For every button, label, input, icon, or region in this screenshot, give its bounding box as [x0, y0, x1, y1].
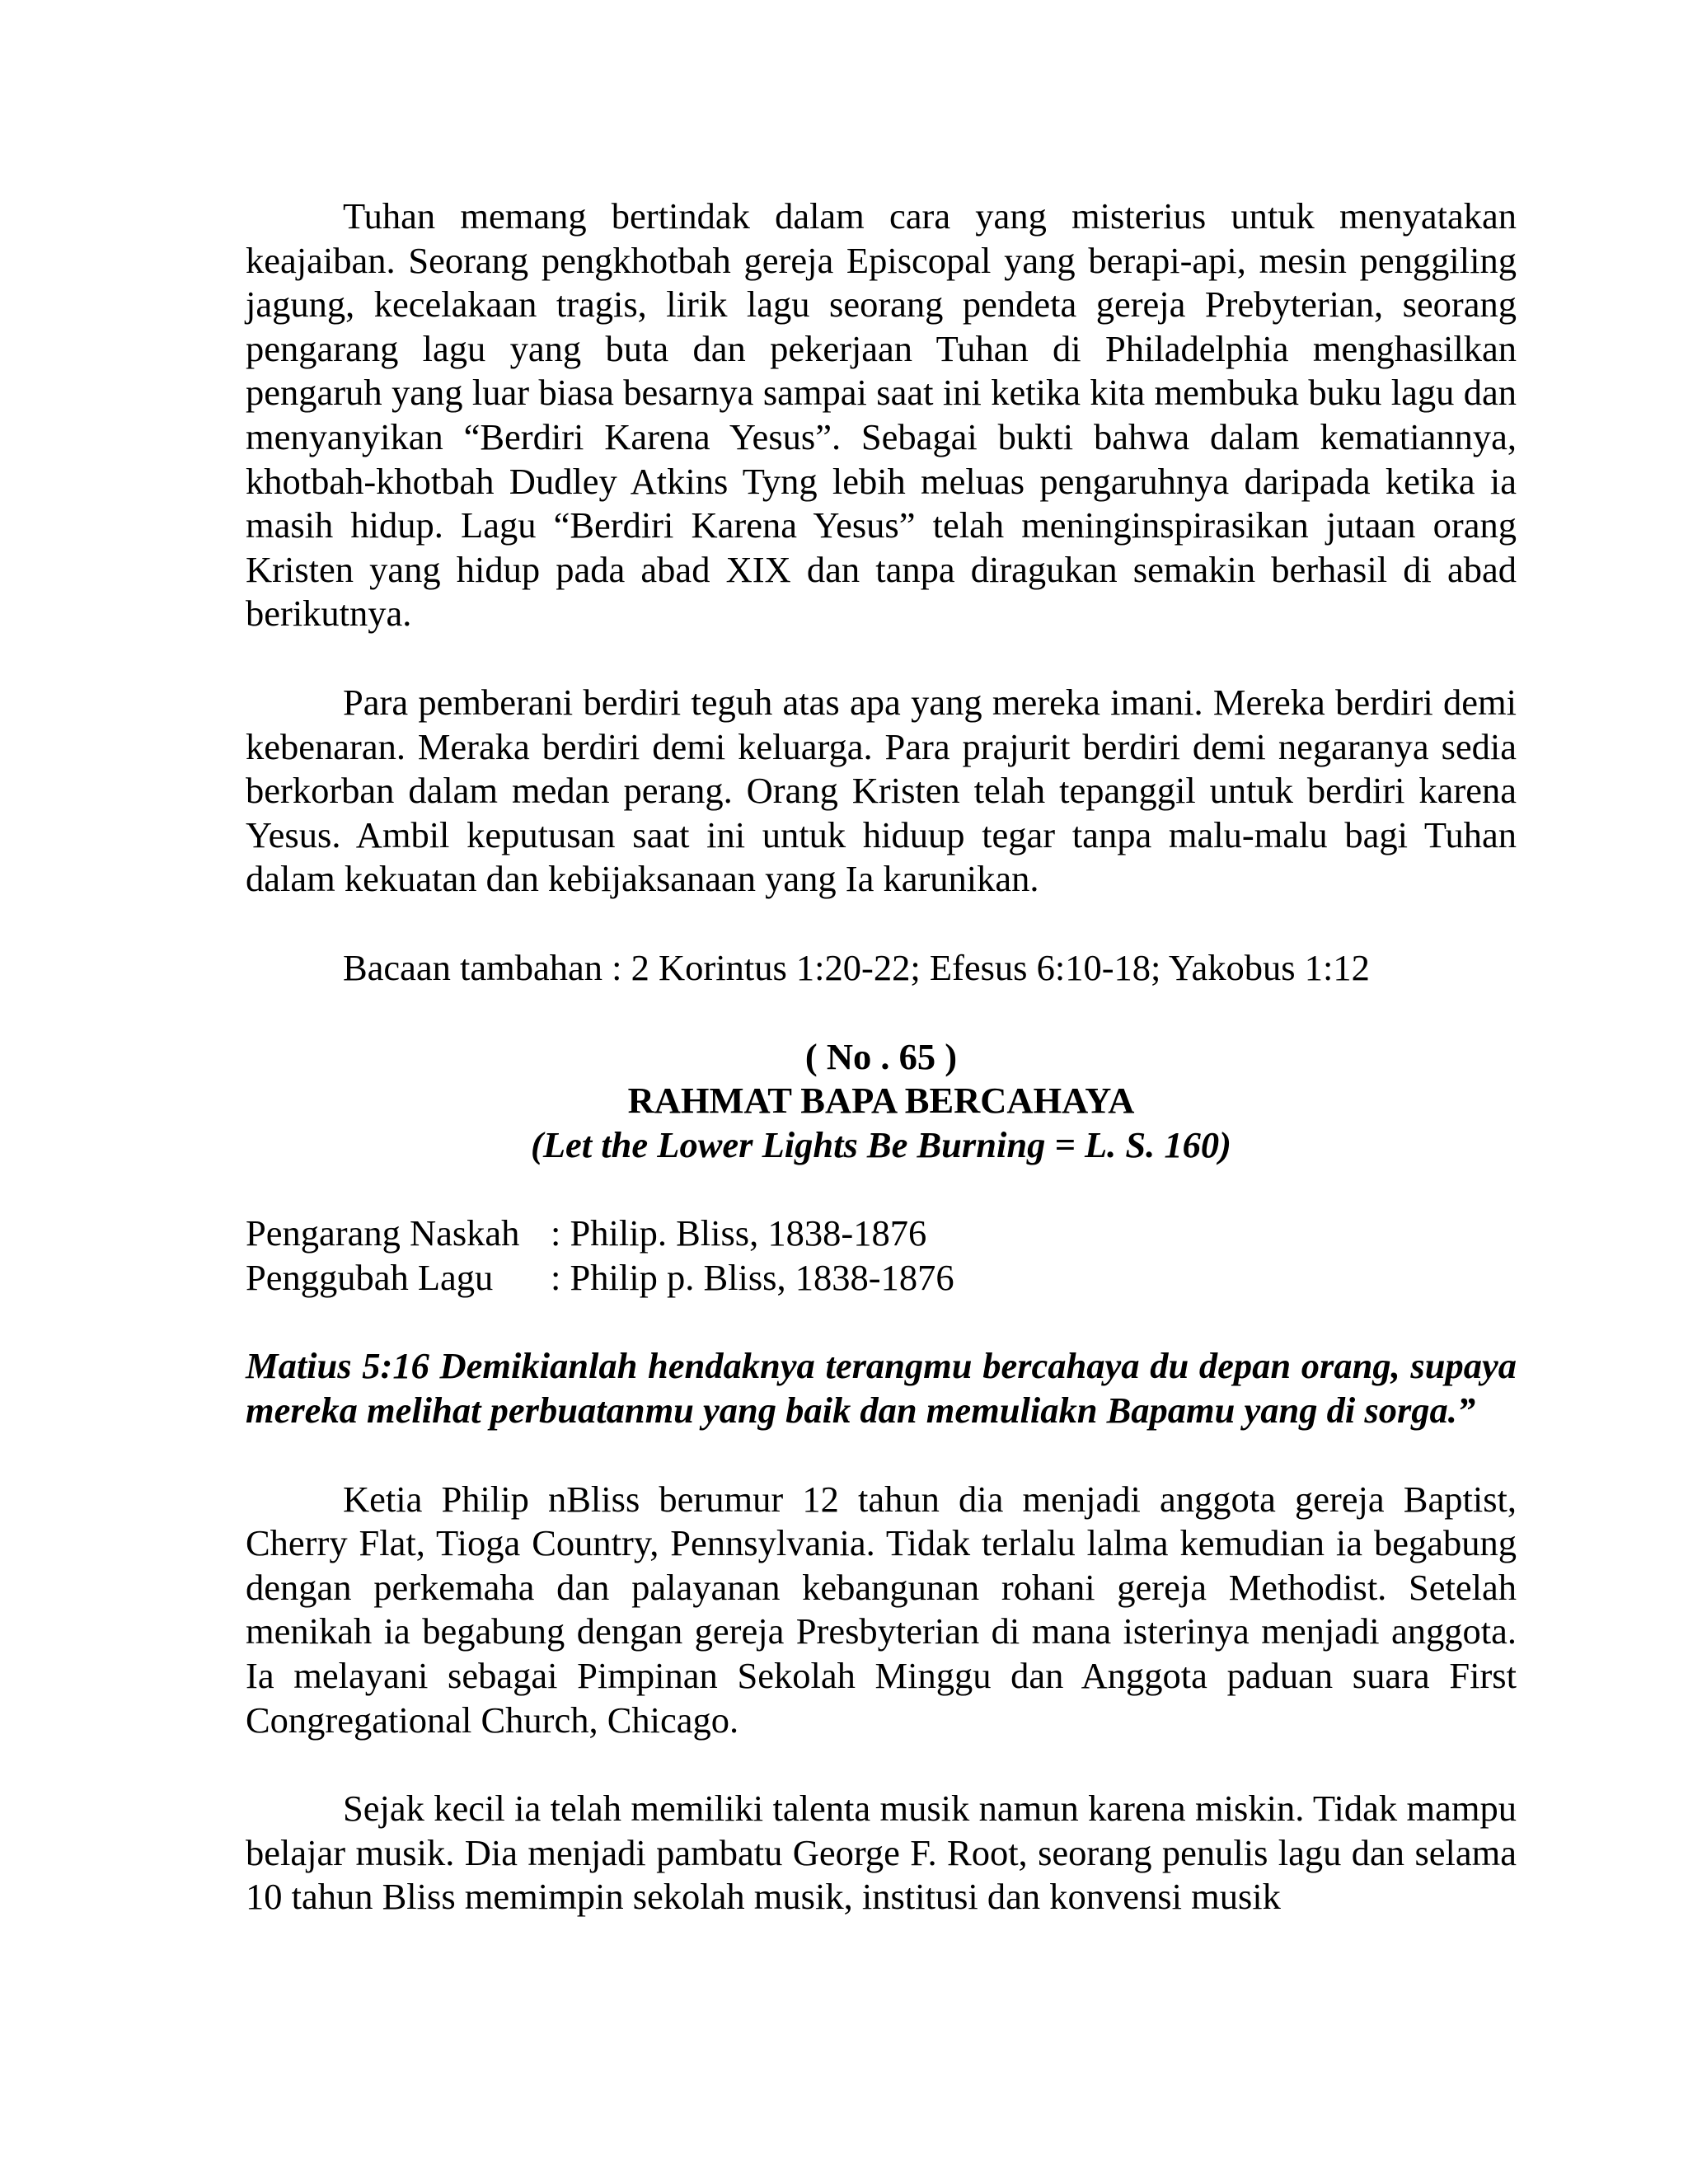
credit-label: Penggubah Lagu: [246, 1256, 494, 1298]
hymn-title: RAHMAT BAPA BERCAHAYA: [627, 1080, 1135, 1122]
paragraph-gap: [246, 991, 1517, 1035]
credit-composer: [246, 1256, 1517, 1301]
paragraph-intro: Tuhan memang bertindak dalam cara yang misterius untuk menyatakan keajaiban. Seorang pengkhotbah gereja Episcopal yang berapi-api, mesin penggiling jagung, kecelakaan tragis, lirik lagu seorang pendeta gereja Prebyterian, seorang pengarang lagu yang buta dan pekerjaan Tuhan di Philadelphia menghasilkan pengaruh yang luar biasa besarnya sampai saat ini ketika kita membuka buku lagu dan menyanyikan “Berdiri Karena Yesus”. Sebagai bukti bahwa dalam kematiannya, khotbah-khotbah Dudley Atkins Tyng lebih meluas pengaruhnya daripada ketika ia masih hidup. Lagu “Berdiri Karena Yesus” telah meninginspirasikan jutaan orang Kristen yang hidup pada abad XIX dan tanpa diragukan semakin berhasil di abad berikutnya.: [246, 195, 1517, 635]
paragraph-gap: [246, 1167, 1517, 1212]
page-content: [246, 194, 1517, 1919]
paragraph-gap: [246, 1433, 1517, 1478]
hymn-number: ( No . 65 ): [804, 1035, 958, 1077]
credit-label: Pengarang Naskah: [246, 1212, 520, 1254]
paragraph-music-career: Sejak kecil ia telah memiliki talenta musik namun karena miskin. Tidak mampu belajar musik. Dia menjadi pambatu George F. Root, seorang penulis lagu dan selama 10 tahun Bliss memimpin sekolah musik, institusi dan konvensi musik: [246, 1788, 1517, 1918]
scripture-verse: Matius 5:16 Demikianlah hendaknya terangmu bercahaya du depan orang, supaya mereka melihat perbuatanmu yang baik dan memuliakn Bapamu yang di sorga.”: [246, 1345, 1517, 1432]
credit-value: : Philip p. Bliss, 1838-1876: [551, 1256, 954, 1298]
hymn-subtitle: (Let the Lower Lights Be Burning = L. S. 160): [531, 1123, 1231, 1165]
paragraph-gap: [246, 902, 1517, 946]
additional-reading: Bacaan tambahan : 2 Korintus 1:20-22; Efesus 6:10-18; Yakobus 1:12: [343, 946, 1370, 988]
paragraph-biography: Ketia Philip nBliss berumur 12 tahun dia menjadi anggota gereja Baptist, Cherry Flat, Tioga Country, Pennsylvania. Tidak terlalu lalma kemudian ia begabung dengan perkemaha dan palayanan kebangunan rohani gereja Methodist. Setelah menikah ia begabung dengan gereja Presbyterian di mana isterinya menjadi anggota. Ia melayani sebagai Pimpinan Sekolah Minggu dan Anggota paduan suara First Congregational Church, Chicago.: [246, 1478, 1517, 1741]
credit-author: [246, 1212, 1517, 1256]
paragraph-gap: [246, 1300, 1517, 1344]
paragraph-gap: [246, 636, 1517, 681]
credit-value: : Philip. Bliss, 1838-1876: [551, 1212, 927, 1254]
paragraph-gap: [246, 1742, 1517, 1787]
paragraph-standing: Para pemberani berdiri teguh atas apa yang mereka imani. Mereka berdiri demi kebenaran. Meraka berdiri demi keluarga. Para prajurit berdiri demi negaranya sedia berkorban dalam medan perang. Orang Kristen telah tepanggil untuk berdiri karena Yesus. Ambil keputusan saat ini untuk hiduup tegar tanpa malu-malu bagi Tuhan dalam kekuatan dan kebijaksanaan yang Ia karunikan.: [246, 681, 1517, 900]
